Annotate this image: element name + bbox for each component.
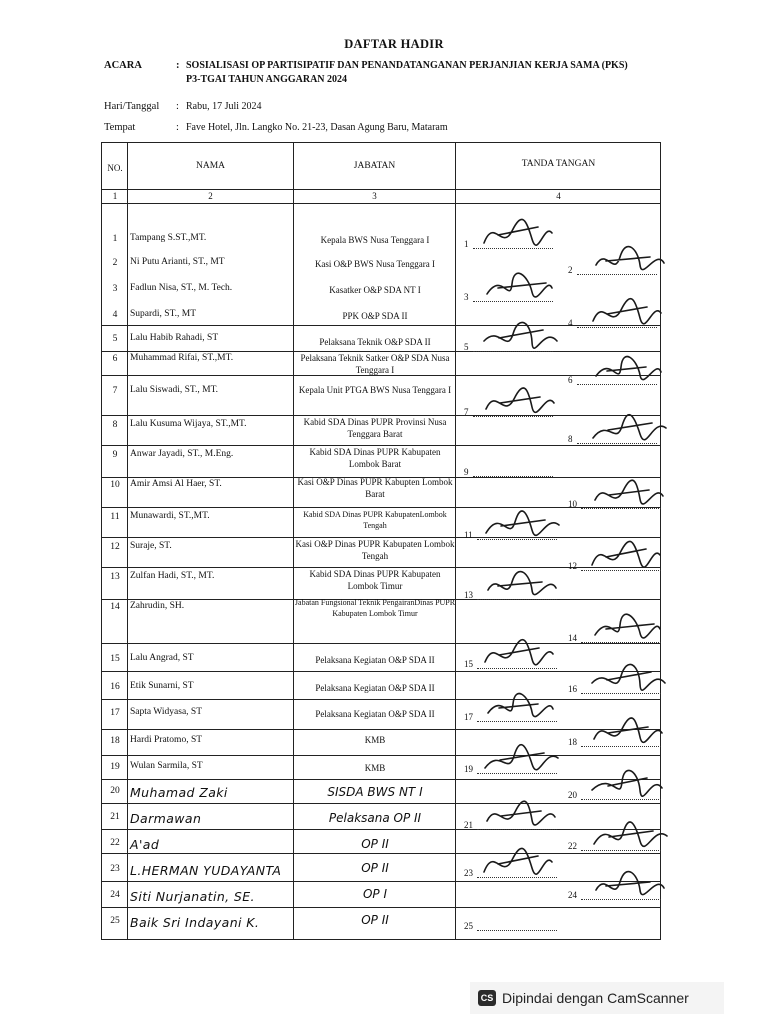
row-jabatan: Kasi O&P Dinas PUPR Kabupaten Lombok Tengah: [295, 539, 455, 561]
signature-number: 14: [568, 633, 577, 643]
row-number: 17: [110, 708, 120, 718]
signature-icon: [480, 564, 566, 604]
signature-icon: [588, 408, 674, 448]
header-tanda-tangan: TANDA TANGAN: [521, 159, 596, 169]
row-jabatan: KMB: [364, 735, 386, 745]
row-nama: Tampang S.ST.,MT.: [130, 233, 207, 243]
hari-colon: :: [176, 101, 179, 112]
signature-icon: [480, 213, 566, 253]
row-number: 14: [110, 602, 120, 612]
row-number: 16: [110, 682, 120, 692]
row-nama: Muhammad Rifai, ST.,MT.: [130, 353, 234, 363]
row-nama: Darmawan: [130, 811, 202, 826]
row-jabatan: Kepala BWS Nusa Tenggara I: [320, 235, 430, 245]
row-number: 8: [112, 420, 118, 430]
header-no: NO.: [107, 163, 123, 173]
signature-number: 12: [568, 561, 577, 571]
row-jabatan: Pelaksana Teknik Satker O&P SDA Nusa Tenggara I: [300, 353, 450, 375]
tempat-colon: :: [176, 122, 179, 133]
row-divider: [102, 537, 660, 538]
signature-number: 1: [464, 239, 469, 249]
row-number: 25: [110, 916, 120, 926]
signature-icon: [588, 607, 674, 647]
acara-line-2: P3-TGAI TAHUN ANGGARAN 2024: [186, 74, 348, 85]
row-number: 1: [112, 234, 118, 244]
signature-icon: [588, 349, 674, 389]
signature-number: 15: [464, 659, 473, 669]
row-number: 15: [110, 654, 120, 664]
signature-icon: [480, 794, 566, 834]
row-jabatan: Kasi O&P Dinas PUPR Kabupten Lombok Barat: [297, 477, 453, 499]
row-number: 23: [110, 864, 120, 874]
row-divider: [102, 907, 660, 908]
signature-number: 8: [568, 434, 573, 444]
row-divider: [102, 829, 660, 830]
row-jabatan: OP I: [362, 887, 388, 901]
signature-icon: [588, 864, 674, 904]
signature-number: 16: [568, 684, 577, 694]
row-jabatan: Kasatker O&P SDA NT I: [329, 285, 421, 295]
row-number: 7: [112, 386, 118, 396]
row-nama: Ni Putu Arianti, ST., MT: [130, 257, 225, 267]
row-divider: [102, 351, 660, 352]
row-divider: [102, 445, 660, 446]
signature-icon: [480, 266, 566, 306]
column-number-1: 1: [112, 191, 118, 201]
row-nama: Hardi Pratomo, ST: [130, 735, 203, 745]
row-nama: Lalu Angrad, ST: [130, 653, 194, 663]
row-divider: [102, 755, 660, 756]
signature-icon: [480, 504, 566, 544]
row-nama: Munawardi, ST.,MT.: [130, 511, 210, 521]
row-nama: Wulan Sarmila, ST: [130, 761, 203, 771]
attendance-table: [101, 142, 661, 940]
signature-icon: [480, 686, 566, 726]
signature-icon: [480, 316, 566, 356]
acara-line-1: SOSIALISASI OP PARTISIPATIF DAN PENANDATANGANAN PERJANJIAN KERJA SAMA (PKS): [186, 60, 628, 71]
row-jabatan: Kabid SDA Dinas PUPR Provinsi Nusa Tenggara Barat: [303, 417, 447, 439]
row-number: 22: [110, 838, 120, 848]
row-nama: Fadlun Nisa, ST., M. Tech.: [130, 283, 233, 293]
hari-value: Rabu, 17 Juli 2024: [186, 101, 262, 112]
signature-slot: [464, 921, 557, 931]
row-jabatan: Kabid SDA Dinas PUPR Kabupaten Lombok Timur: [309, 569, 441, 591]
camscanner-text: Dipindai dengan CamScanner: [502, 990, 689, 1006]
row-jabatan: PPK O&P SDA II: [342, 311, 408, 321]
row-number: 12: [110, 542, 120, 552]
row-jabatan: Kabid SDA Dinas PUPR KabupatenLombok Tengah: [303, 510, 447, 530]
row-nama: L.HERMAN YUDAYANTA: [130, 863, 282, 878]
row-jabatan: Kabid SDA Dinas PUPR Kabupaten Lombok Barat: [309, 447, 441, 469]
header-nama: NAMA: [195, 161, 226, 171]
signature-icon: [588, 535, 674, 575]
signature-number: 13: [464, 590, 473, 600]
signature-number: 17: [464, 712, 473, 722]
signature-number: 25: [464, 921, 473, 931]
signature-icon: [480, 381, 566, 421]
signature-icon: [588, 764, 674, 804]
row-nama: Lalu Habib Rahadi, ST: [130, 333, 219, 343]
row-divider: [102, 415, 660, 416]
column-number-2: 2: [208, 191, 213, 201]
row-nama: Etik Sunarni, ST: [130, 681, 194, 691]
column-number-3: 3: [372, 191, 377, 201]
signature-number: 4: [568, 318, 573, 328]
row-number: 13: [110, 572, 120, 582]
signature-number: 20: [568, 790, 577, 800]
signature-number: 22: [568, 841, 577, 851]
document-title: DAFTAR HADIR: [344, 37, 444, 51]
row-nama: Baik Sri Indayani K.: [130, 915, 260, 930]
row-number: 9: [112, 450, 118, 460]
column-number-4: 4: [556, 191, 561, 201]
row-number: 2: [112, 258, 118, 268]
row-jabatan: OP II: [361, 837, 389, 851]
signature-icon: [480, 738, 566, 778]
row-nama: Supardi, ST., MT: [130, 309, 197, 319]
signature-number: 11: [464, 530, 473, 540]
row-nama: Zahrudin, SH.: [130, 601, 185, 611]
row-number: 20: [110, 786, 120, 796]
signature-icon: [588, 473, 674, 513]
row-jabatan: Pelaksana Kegiatan O&P SDA II: [315, 655, 435, 665]
signature-icon: [588, 292, 674, 332]
row-jabatan: Pelaksana Teknik O&P SDA II: [319, 337, 431, 347]
signature-number: 10: [568, 499, 577, 509]
signature-number: 3: [464, 292, 469, 302]
row-number: 21: [110, 812, 120, 822]
camscanner-watermark: [470, 982, 724, 1014]
row-divider: [102, 729, 660, 730]
row-jabatan: Pelaksana Kegiatan O&P SDA II: [315, 683, 435, 693]
signature-number: 2: [568, 265, 573, 275]
row-jabatan: Jabatan Fungsional Teknik PengairanDinas PUPR Kabupaten Lombok Timur: [294, 598, 456, 618]
row-jabatan: KMB: [364, 763, 386, 773]
tempat-label: Tempat: [104, 122, 136, 133]
row-jabatan: Pelaksana Kegiatan O&P SDA II: [315, 709, 435, 719]
header-divider: [102, 203, 660, 204]
row-divider: [102, 643, 660, 644]
row-nama: Sapta Widyasa, ST: [130, 707, 203, 717]
row-divider: [102, 881, 660, 882]
row-number: 11: [110, 512, 120, 522]
row-nama: Muhamad Zaki: [130, 785, 228, 800]
row-nama: Amir Amsi Al Haer, ST.: [130, 479, 222, 489]
row-number: 4: [112, 310, 118, 320]
row-nama: Anwar Jayadi, ST., M.Eng.: [130, 449, 234, 459]
row-jabatan: Kasi O&P BWS Nusa Tenggara I: [314, 259, 436, 269]
acara-label: ACARA: [104, 60, 142, 71]
row-number: 10: [110, 480, 120, 490]
header-divider: [102, 189, 660, 190]
row-number: 24: [110, 890, 120, 900]
row-nama: Lalu Kusuma Wijaya, ST.,MT.: [130, 419, 247, 429]
signature-line: [473, 476, 553, 477]
signature-slot: [464, 467, 553, 477]
row-number: 18: [110, 736, 120, 746]
row-number: 3: [112, 284, 118, 294]
row-number: 19: [110, 762, 120, 772]
row-jabatan: Kepala Unit PTGA BWS Nusa Tenggara I: [298, 385, 452, 395]
row-divider: [102, 671, 660, 672]
signature-number: 24: [568, 890, 577, 900]
row-divider: [102, 699, 660, 700]
signature-number: 9: [464, 467, 469, 477]
header-jabatan: JABATAN: [353, 161, 396, 171]
row-nama: A'ad: [130, 837, 160, 852]
signature-number: 5: [464, 342, 469, 352]
row-divider: [102, 779, 660, 780]
row-jabatan: SISDA BWS NT I: [327, 785, 423, 799]
signature-number: 21: [464, 820, 473, 830]
row-nama: Lalu Siswadi, ST., MT.: [130, 385, 219, 395]
acara-colon: :: [176, 60, 180, 71]
signature-icon: [588, 658, 674, 698]
row-jabatan: OP II: [361, 913, 389, 927]
signature-icon: [588, 239, 674, 279]
tempat-value: Fave Hotel, Jln. Langko No. 21-23, Dasan Agung Baru, Mataram: [186, 122, 448, 133]
signature-icon: [588, 815, 674, 855]
row-jabatan: OP II: [361, 861, 389, 875]
signature-number: 23: [464, 868, 473, 878]
hari-label: Hari/Tanggal: [104, 101, 160, 112]
signature-icon: [480, 633, 566, 673]
signature-icon: [588, 711, 674, 751]
camscanner-logo-icon: CS: [478, 990, 496, 1006]
signature-number: 18: [568, 737, 577, 747]
signature-line: [477, 930, 557, 931]
row-nama: Siti Nurjanatin, SE.: [130, 889, 255, 904]
row-number: 6: [112, 354, 118, 364]
signature-number: 19: [464, 764, 473, 774]
signature-number: 7: [464, 407, 469, 417]
row-nama: Zulfan Hadi, ST., MT.: [130, 571, 215, 581]
row-divider: [102, 803, 660, 804]
row-jabatan: Pelaksana OP II: [328, 811, 422, 825]
row-number: 5: [112, 334, 118, 344]
signature-icon: [480, 842, 566, 882]
row-divider: [102, 853, 660, 854]
row-nama: Suraje, ST.: [130, 541, 172, 551]
signature-number: 6: [568, 375, 573, 385]
